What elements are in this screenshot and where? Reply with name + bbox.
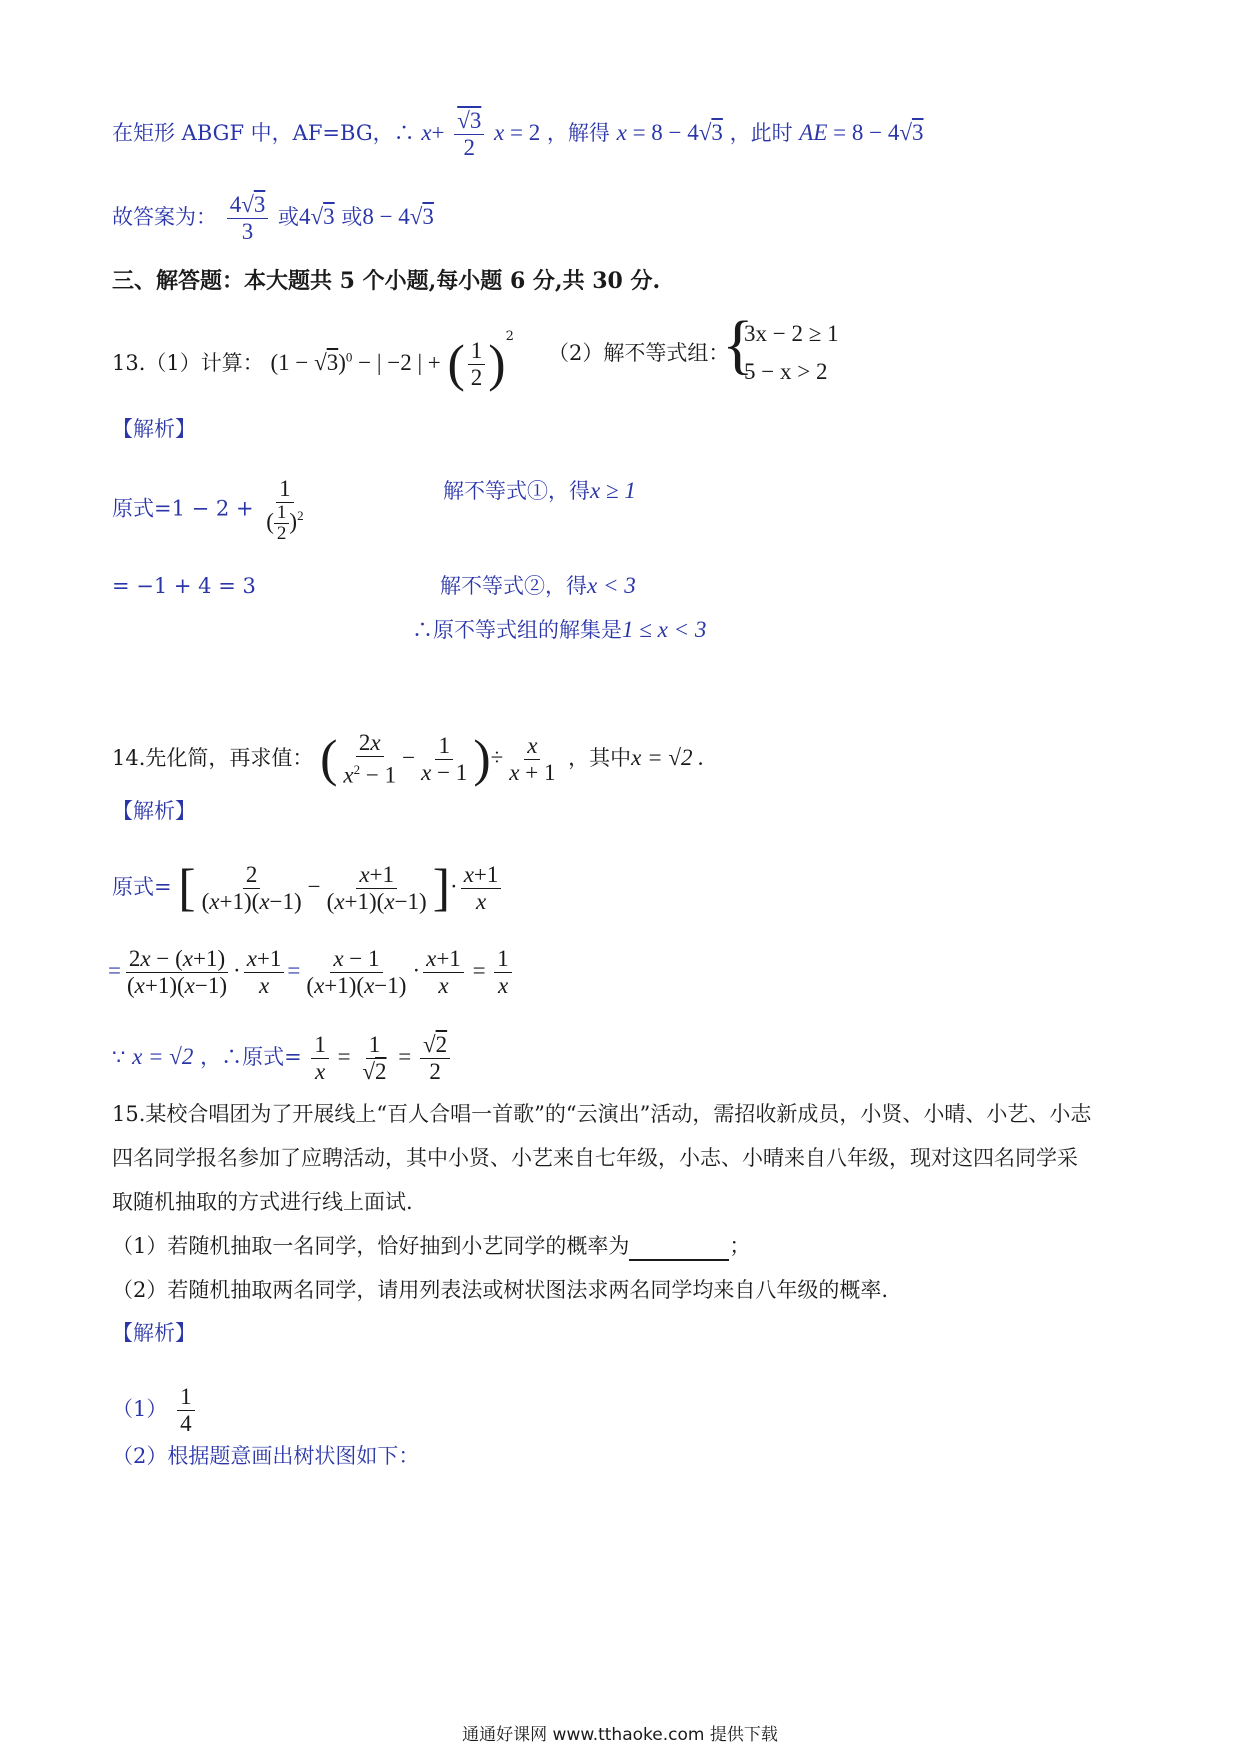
- fraction: $\frac{1}{x}$: [311, 1032, 329, 1085]
- q14-tail: ，其中: [568, 745, 632, 770]
- fraction: $\frac{x - 1}{(x+1)(x-1)}$: [306, 946, 407, 998]
- sol13-line2: = −1 + 4 = 3: [112, 574, 256, 598]
- fraction: $\frac{1}{√2}$: [362, 1032, 387, 1084]
- answer-blank[interactable]: [629, 1235, 729, 1261]
- sol13-r3v: 1 ≤ x < 3: [622, 617, 707, 642]
- q15-part1: [112, 1231, 750, 1261]
- section-heading: 三、解答题：本大题共 5 个小题,每小题 6 分,共 30 分.: [112, 268, 661, 294]
- fraction: $\frac{x+1}{(x+1)(x-1)}$: [326, 862, 427, 914]
- fraction: $\frac{x+1}{x}$: [244, 946, 285, 999]
- q15-line3: 取随机抽取的方式进行线上面试.: [112, 1190, 413, 1214]
- inequality-1: 3x − 2 ≥ 1: [744, 321, 839, 346]
- sol14-p3c: ，∴原式=: [200, 1045, 302, 1069]
- fraction: $\frac{2x}{x^2 - 1}$: [343, 730, 397, 788]
- q15-part2: （2）若随机抽取两名同学，请用列表法或树状图法求两名同学均来自八年级的概率.: [112, 1278, 889, 1302]
- or-text: 或: [278, 205, 299, 229]
- sol13-r2v: x < 3: [587, 573, 636, 598]
- sol13-p1: 原式=1 − 2 +: [112, 496, 254, 521]
- fraction: $\frac{2}{(x+1)(x-1)}$: [201, 862, 302, 914]
- sol14-line3: ∵ x = √2 ，∴原式= $\frac{1}{x}$ = $\frac{1}{√2}$ = $\frac{√2}{2}$: [112, 1032, 453, 1085]
- sol13-right2: [440, 571, 636, 601]
- math-expr: x: [421, 120, 432, 145]
- sol15-answer2: （2）根据题意画出树状图如下：: [112, 1444, 420, 1468]
- fraction: $\frac{1}{2}$: [468, 338, 486, 391]
- q13-label: 13.（1）计算：: [112, 351, 264, 375]
- fraction: $\frac{2x - (x+1)}{(x+1)(x-1)}$: [126, 946, 228, 998]
- sol13-r2: 解不等式②，得: [440, 574, 587, 598]
- sol15-answer1: [112, 1384, 198, 1437]
- q14-value: x = √2 .: [631, 744, 705, 770]
- solution-line-rectangle: 在矩形 ABGF 中，AF=BG，∴ x+ $\frac{√3}{2}$ x = 2 ，解得 x = 8 − 4√3 ，此时 AE = 8 − 4√3: [112, 108, 924, 160]
- line1-prefix: 在矩形 ABGF 中，AF=BG，∴: [112, 121, 415, 145]
- brace-icon: {: [722, 308, 754, 381]
- question-13-part2-label: （2）解不等式组：: [548, 341, 730, 365]
- sol14-line1: 原式= [ $\frac{2}{(x+1)(x-1)}$ − $\frac{x+1}{(x+1)(x-1)}$ ]· $\frac{x+1}{x}$: [112, 862, 504, 915]
- q15-part1-end: ；: [729, 1234, 751, 1258]
- or-text: 或: [341, 205, 363, 229]
- sol13-right1: [443, 476, 636, 506]
- fraction: $\frac{1}{x - 1}$: [421, 732, 468, 785]
- fraction: 1 ( $\frac{1}{2}$ )$^2$: [266, 476, 304, 544]
- line1-mid: ，解得: [546, 121, 610, 145]
- because-symbol: ∵: [112, 1045, 126, 1069]
- fraction: $\frac{x+1}{x}$: [423, 946, 464, 999]
- sol13-line1: [112, 476, 310, 544]
- fraction: $\frac{√2}{2}$: [420, 1032, 450, 1085]
- analysis-label: 【解析】: [112, 1321, 196, 1345]
- fraction: $\frac{1}{4}$: [177, 1384, 195, 1437]
- line1-mid2: ，此时: [729, 121, 793, 145]
- q14-label: 14.先化简，再求值：: [112, 745, 314, 770]
- sol13-r1: 解不等式①，得: [443, 479, 590, 503]
- x-value: x = √2: [132, 1044, 194, 1069]
- sol13-r1v: x ≥ 1: [590, 478, 636, 503]
- inequality-2: 5 − x > 2: [744, 359, 828, 384]
- q15-part1-text: （1）若随机抽取一名同学，恰好抽到小艺同学的概率为: [112, 1234, 630, 1258]
- sol13-r3: ∴原不等式组的解集是: [412, 618, 622, 642]
- analysis-label: 【解析】: [112, 799, 196, 823]
- fraction: $\frac{x+1}{x}$: [461, 862, 502, 915]
- sol14-line2: = $\frac{2x - (x+1)}{(x+1)(x-1)}$ · $\frac{x+1}{x}$ = $\frac{x - 1}{(x+1)(x-1)}$ · $\frac{x+1}{x}$ = $\frac{1}{x}$: [108, 946, 515, 999]
- analysis-label: 【解析】: [112, 417, 196, 441]
- sol14-p1: 原式=: [112, 875, 172, 899]
- answer-prefix: 故答案为：: [112, 205, 217, 229]
- question-14: 14.先化简，再求值： ( $\frac{2x}{x^2 - 1}$ − $\frac{1}{x - 1}$ )÷ $\frac{x}{x + 1}$ ，其中x = √2 .: [112, 730, 705, 788]
- q15-line1: 15.某校合唱团为了开展线上“百人合唱一首歌”的“云演出”活动，需招收新成员，小贤、小晴、小艺、小志: [112, 1102, 1092, 1126]
- q15-line2: 四名同学报名参加了应聘活动，其中小贤、小艺来自七年级，小志、小晴来自八年级，现对这四名同学采: [112, 1146, 1078, 1170]
- fraction: $\frac{1}{x}$: [494, 946, 512, 999]
- fraction: $\frac{4√3}{3}$: [227, 192, 269, 245]
- answer-line: 故答案为： $\frac{4√3}{3}$ 或4√3 或8 − 4√3: [112, 192, 434, 244]
- question-13: 13.（1）计算： $(1 - √3)^0$ − | −2 | + ( $\frac{1}{2}$ )$^2$: [112, 329, 514, 393]
- fraction: $\frac{x}{x + 1}$: [509, 732, 556, 785]
- sol13-right3: [412, 615, 706, 645]
- page-footer: 通通好课网 www.tthaoke.com 提供下载: [462, 1725, 778, 1745]
- fraction: $\frac{√3}{2}$: [454, 108, 484, 161]
- sol15-a1: （1）: [112, 1397, 168, 1421]
